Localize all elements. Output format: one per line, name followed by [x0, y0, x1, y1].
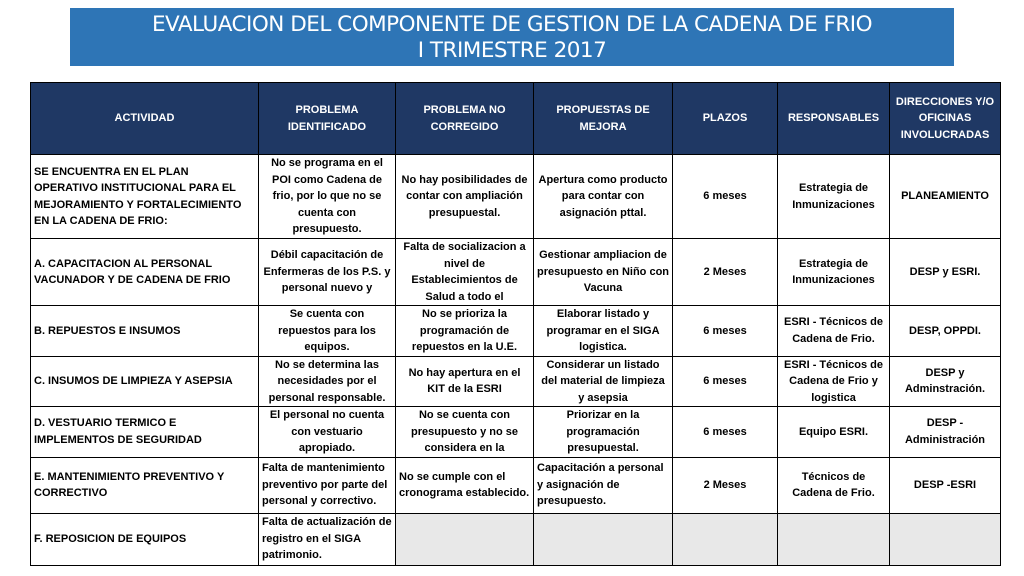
cell-actividad: C. INSUMOS DE LIMPIEZA Y ASEPSIA [31, 356, 259, 407]
cell-direcciones: DESP y ESRI. [890, 239, 1001, 306]
cell-propuestas [534, 513, 673, 565]
title-line-2: I TRIMESTRE 2017 [417, 38, 607, 63]
cell-propuestas: Priorizar en la programación presupuestal. [534, 407, 673, 458]
table-row [31, 513, 1001, 565]
cell-problema-no-corregido: No hay apertura en el KIT de la ESRI [396, 356, 534, 407]
header-cell: PROBLEMA NO CORREGIDO [396, 83, 534, 155]
table-row [31, 407, 1001, 458]
header-cell: PLAZOS [673, 83, 778, 155]
cell-problema-no-corregido: No se cumple con el cronograma establecido. [396, 457, 534, 513]
cell-problema-no-corregido [396, 513, 534, 565]
cell-problema-no-corregido: No hay posibilidades de contar con ampliación presupuestal. [396, 155, 534, 239]
evaluation-table [30, 82, 1001, 566]
cell-problema-identificado: Se cuenta con repuestos para los equipos. [259, 306, 396, 357]
cell-responsables: Equipo ESRI. [778, 407, 890, 458]
cell-responsables: Estrategia de Inmunizaciones [778, 239, 890, 306]
cell-problema-no-corregido: Falta de socializacion a nivel de Establecimientos de Salud a todo el [396, 239, 534, 306]
cell-plazos: 2 Meses [673, 239, 778, 306]
cell-actividad: E. MANTENIMIENTO PREVENTIVO Y CORRECTIVO [31, 457, 259, 513]
cell-propuestas: Apertura como producto para contar con asignación pttal. [534, 155, 673, 239]
cell-responsables [778, 513, 890, 565]
cell-plazos [673, 513, 778, 565]
table-row [31, 457, 1001, 513]
header-cell: RESPONSABLES [778, 83, 890, 155]
cell-responsables: Técnicos de Cadena de Frio. [778, 457, 890, 513]
cell-propuestas: Gestionar ampliacion de presupuesto en Niño con Vacuna [534, 239, 673, 306]
header-row [31, 83, 1001, 155]
cell-problema-no-corregido: No se cuenta con presupuesto y no se considera en la [396, 407, 534, 458]
cell-actividad: A. CAPACITACION AL PERSONAL VACUNADOR Y DE CADENA DE FRIO [31, 239, 259, 306]
cell-problema-no-corregido: No se prioriza la programación de repuestos en la U.E. [396, 306, 534, 357]
cell-plazos: 6 meses [673, 306, 778, 357]
cell-propuestas: Capacitación a personal y asignación de presupuesto. [534, 457, 673, 513]
cell-direcciones: PLANEAMIENTO [890, 155, 1001, 239]
cell-problema-identificado: No se determina las necesidades por el personal responsable. [259, 356, 396, 407]
header-cell: PROPUESTAS DE MEJORA [534, 83, 673, 155]
header-cell: DIRECCIONES Y/O OFICINAS INVOLUCRADAS [890, 83, 1001, 155]
cell-direcciones [890, 513, 1001, 565]
cell-actividad: SE ENCUENTRA EN EL PLAN OPERATIVO INSTITUCIONAL PARA EL MEJORAMIENTO Y FORTALECIMIENTO EN LA CADENA DE FRIO: [31, 155, 259, 239]
cell-plazos: 6 meses [673, 155, 778, 239]
header-cell: ACTIVIDAD [31, 83, 259, 155]
cell-problema-identificado: No se programa en el POI como Cadena de frio, por lo que no se cuenta con presupuesto. [259, 155, 396, 239]
cell-direcciones: DESP y Adminstración. [890, 356, 1001, 407]
cell-plazos: 6 meses [673, 407, 778, 458]
cell-problema-identificado: Falta de actualización de registro en el SIGA patrimonio. [259, 513, 396, 565]
cell-propuestas: Considerar un listado del material de limpieza y asepsia [534, 356, 673, 407]
header-cell: PROBLEMA IDENTIFICADO [259, 83, 396, 155]
cell-responsables: ESRI - Técnicos de Cadena de Frio y logistica [778, 356, 890, 407]
cell-responsables: ESRI - Técnicos de Cadena de Frio. [778, 306, 890, 357]
cell-problema-identificado: Débil capacitación de Enfermeras de los P.S. y personal nuevo y [259, 239, 396, 306]
cell-problema-identificado: Falta de mantenimiento preventivo por parte del personal y correctivo. [259, 457, 396, 513]
cell-responsables: Estrategia de Inmunizaciones [778, 155, 890, 239]
cell-actividad: D. VESTUARIO TERMICO E IMPLEMENTOS DE SEGURIDAD [31, 407, 259, 458]
cell-propuestas: Elaborar listado y programar en el SIGA logistica. [534, 306, 673, 357]
title-banner [70, 8, 954, 66]
cell-actividad: B. REPUESTOS E INSUMOS [31, 306, 259, 357]
cell-plazos: 2 Meses [673, 457, 778, 513]
cell-plazos: 6 meses [673, 356, 778, 407]
cell-direcciones: DESP - Administración [890, 407, 1001, 458]
cell-direcciones: DESP -ESRI [890, 457, 1001, 513]
table-row [31, 155, 1001, 239]
table-row [31, 306, 1001, 357]
table-row [31, 239, 1001, 306]
cell-direcciones: DESP, OPPDI. [890, 306, 1001, 357]
cell-actividad: F. REPOSICION DE EQUIPOS [31, 513, 259, 565]
cell-problema-identificado: El personal no cuenta con vestuario apropiado. [259, 407, 396, 458]
title-line-1: EVALUACION DEL COMPONENTE DE GESTION DE LA CADENA DE FRIO [151, 12, 873, 37]
table-row [31, 356, 1001, 407]
